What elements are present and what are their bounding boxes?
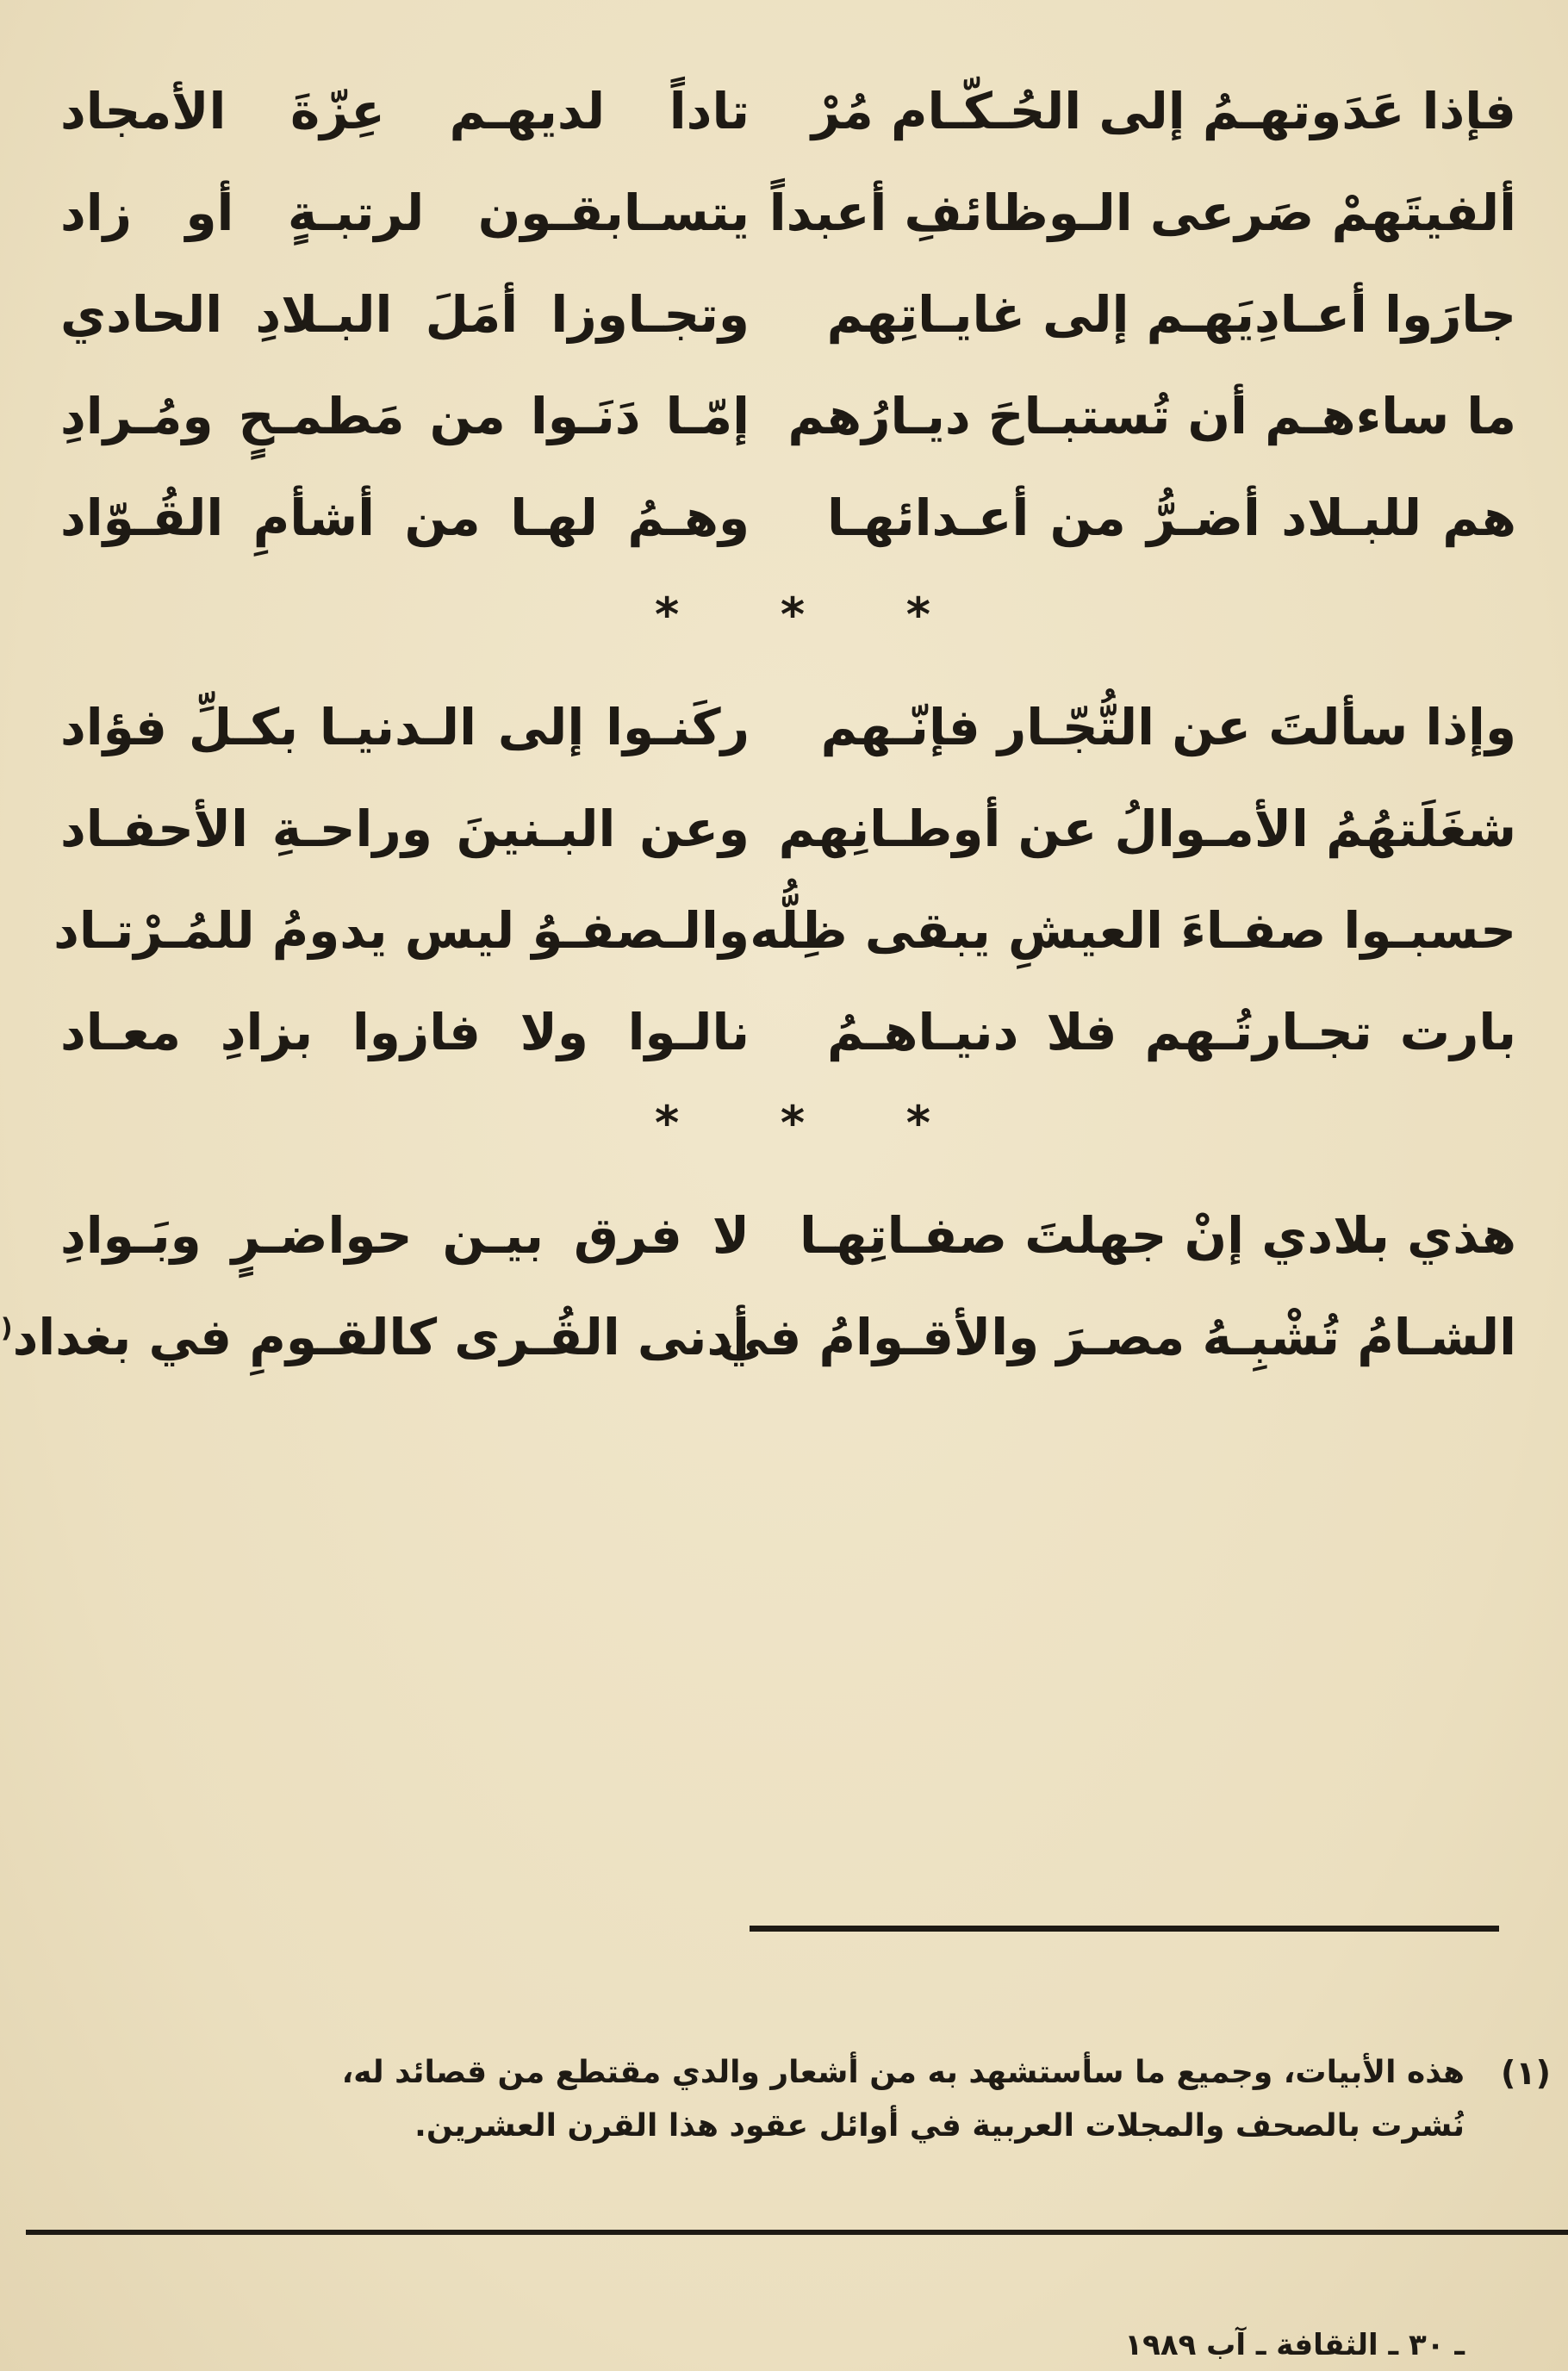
stanza-separator: [655, 588, 930, 642]
stanza-3: [0, 1185, 1516, 1388]
hemistich-second: وتجـاوزا أمَلَ البـلادِ الحادي: [60, 285, 750, 344]
hemistich-second: والـصفـوُ ليس يدومُ للمُـرْتـاد: [53, 901, 750, 960]
stanza-2: [53, 676, 1516, 1083]
hemistich-second: يتسـابقـون لرتبـةٍ أو زاد: [60, 184, 750, 242]
verse: [60, 1185, 1516, 1286]
footnote-marker: (١): [1501, 2054, 1551, 2092]
hemistich-first: وإذا سألتَ عن التُّجّـار فإنّـهم: [820, 698, 1516, 756]
stanza-1: [60, 60, 1516, 569]
verse: [60, 981, 1516, 1083]
page-footer: ـ ٣٠ ـ الثقافة ـ آب ١٩٨٩: [1124, 2328, 1465, 2362]
hemistich-first: بارت تجـارتُـهم فلا دنيـاهـمُ: [827, 1003, 1516, 1061]
footnote-reference: (: [0, 1313, 13, 1344]
hemistich-second: تاداً لديهـم عِزّةَ الأمجاد: [60, 82, 750, 140]
hemistich-text: أدنى القُـرى كالقـومِ في بغداد: [12, 1308, 750, 1366]
verse: [60, 778, 1516, 880]
hemistich-first: الشـامُ تُشْبِـهُ مصـرَ والأقـوامُ في: [718, 1308, 1516, 1366]
hemistich-first: ألفيتَهمْ صَرعى الـوظائفِ أعبداً: [768, 184, 1516, 242]
hemistich-second: وهـمُ لهـا من أشأمِ القُـوّاد: [60, 489, 750, 547]
asterisk: *: [905, 1096, 930, 1150]
stanza-separator: [655, 1096, 930, 1150]
asterisk: *: [655, 588, 680, 642]
footnote-line: هذه الأبيات، وجميع ما سأستشهد به من أشعار والدي مقتطع من قصائد له،: [341, 2055, 1465, 2090]
hemistich-first: ما ساءهـم أن تُستبـاحَ ديـارُهم: [787, 387, 1516, 445]
hemistich-second: وعن البـنينَ وراحـةِ الأحفـاد: [60, 800, 750, 858]
asterisk: *: [655, 1096, 680, 1150]
footnote-line: نُشرت بالصحف والمجلات العربية في أوائل عقود هذا القرن العشرين.: [414, 2108, 1465, 2144]
verse: [60, 60, 1516, 162]
hemistich-second: نالـوا ولا فازوا بزادِ معـاد: [60, 1003, 750, 1061]
hemistich-first: شغَلَتهُمُ الأمـوالُ عن أوطـانِهم: [778, 800, 1516, 858]
verse: [60, 365, 1516, 467]
footnote: [95, 2046, 1551, 2153]
verse: [60, 162, 1516, 264]
hemistich-second: [0, 1308, 758, 1366]
verse: [60, 264, 1516, 365]
asterisk: *: [780, 1096, 806, 1150]
verse: [53, 880, 1516, 981]
asterisk: *: [780, 588, 806, 642]
hemistich-first: حسبـوا صفـاءَ العيشِ يبقى ظِلُّه: [750, 901, 1516, 960]
verse: [0, 1286, 1516, 1388]
page-bottom-rule: [26, 2230, 1568, 2235]
verse: [60, 467, 1516, 569]
hemistich-second: ركَنـوا إلى الـدنيـا بكـلِّ فؤاد: [60, 698, 750, 756]
footnote-rule: [750, 1926, 1499, 1932]
asterisk: *: [905, 588, 930, 642]
hemistich-second: لا فرق بيـن حواضـرٍ وبَـوادِ: [60, 1206, 750, 1265]
hemistich-first: فإذا عَدَوتهـمُ إلى الحُـكّـام مُرْ: [811, 82, 1516, 140]
verse: [60, 676, 1516, 778]
hemistich-first: هذي بلادي إنْ جهلتَ صفـاتِهـا: [800, 1206, 1516, 1265]
hemistich-second: إمّـا دَنَـوا من مَطمـحٍ ومُـرادِ: [60, 387, 750, 445]
hemistich-first: جارَوا أعـادِيَهـم إلى غايـاتِهم: [826, 285, 1516, 344]
hemistich-first: هم للبـلاد أضـرُّ من أعـدائهـا: [827, 489, 1516, 547]
